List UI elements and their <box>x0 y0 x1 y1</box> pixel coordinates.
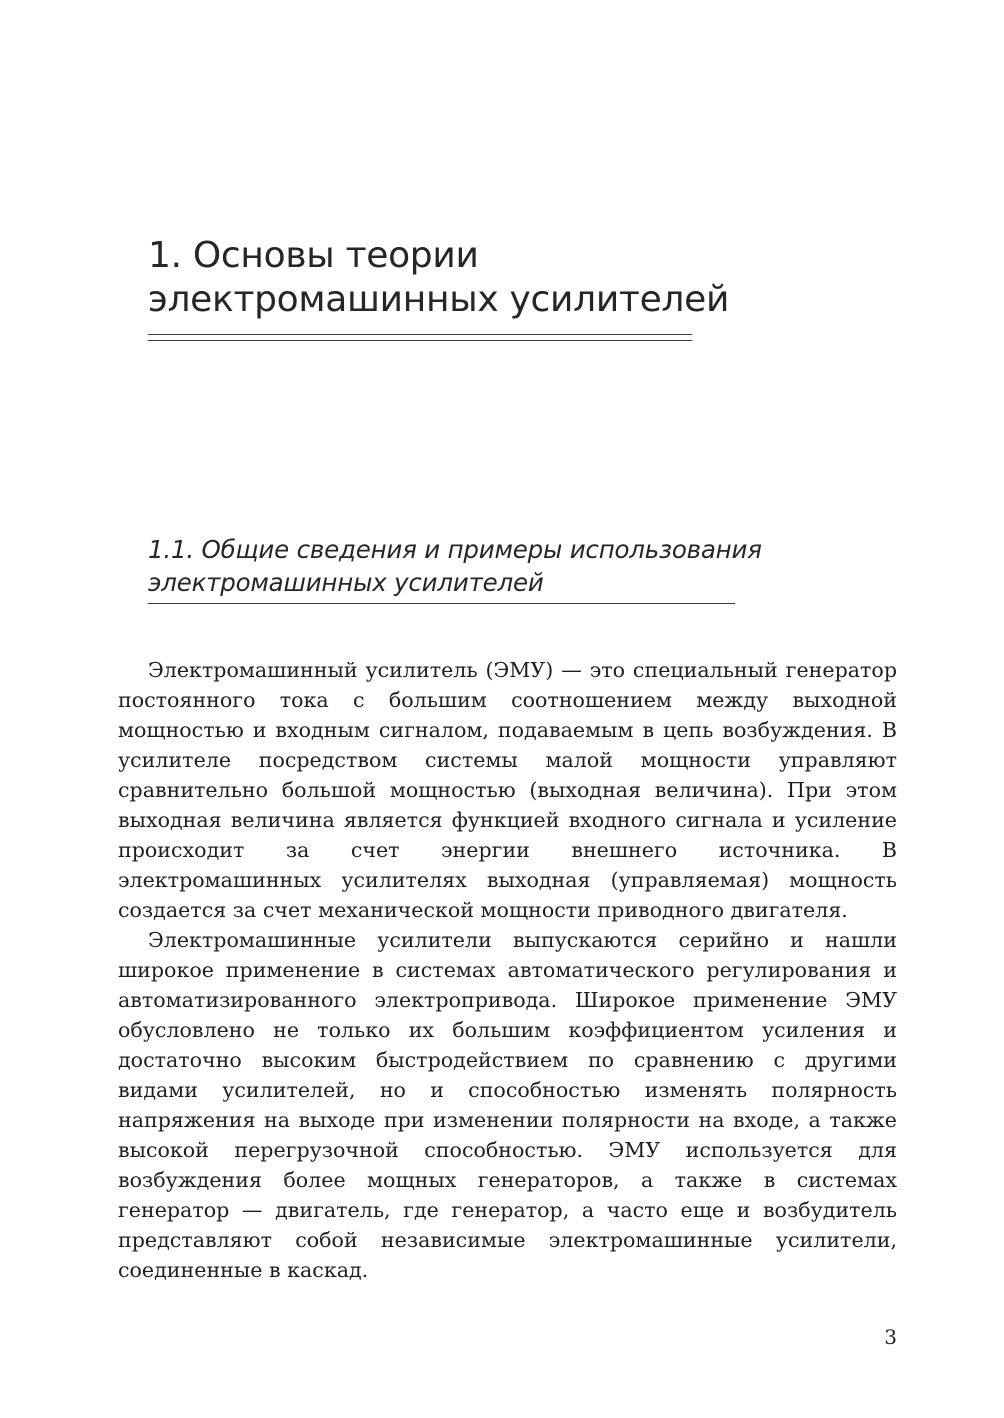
chapter-title-rule-upper <box>148 334 692 335</box>
chapter-title-rule-lower <box>148 340 692 341</box>
paragraph: Электромашинные усилители выпускаются серийно и нашли широкое применение в системах автоматического регулирования и автоматизированного электропривода. Широкое применение ЭМУ обусловлено не только их большим коэффициентом усиления и достаточно высоким быстродействием по сравнению с другими видами усилителей, но и способностью изменять полярность напряжения на выходе при изменении полярности на входе, а также высокой перегрузочной способностью. ЭМУ используется для возбуждения более мощных генераторов, а также в системах генератор — двигатель, где генератор, а часто еще и возбудитель представляют собой независимые электромашинные усилители, соединенные в каскад. <box>118 928 897 1282</box>
section-title: 1.1. Общие сведения и примеры использования электромашинных усилителей <box>148 535 762 597</box>
body-text <box>118 655 897 1285</box>
page-number: 3 <box>884 1325 897 1349</box>
chapter-title: 1. Основы теории электромашинных усилителей <box>148 235 730 320</box>
section-title-rule <box>148 603 735 604</box>
paragraph: Электромашинный усилитель (ЭМУ) — это специальный генератор постоянного тока с большим соотношением между выходной мощностью и входным сигналом, подаваемым в цепь возбуждения. В усилителе посредством системы малой мощности управляют сравнительно большой мощностью (выходная величина). При этом выходная величина является функцией входного сигнала и усиление происходит за счет энергии внешнего источника. В электромашинных усилителях выходная (управляемая) мощность создается за счет механической мощности приводного двигателя. <box>118 658 897 922</box>
